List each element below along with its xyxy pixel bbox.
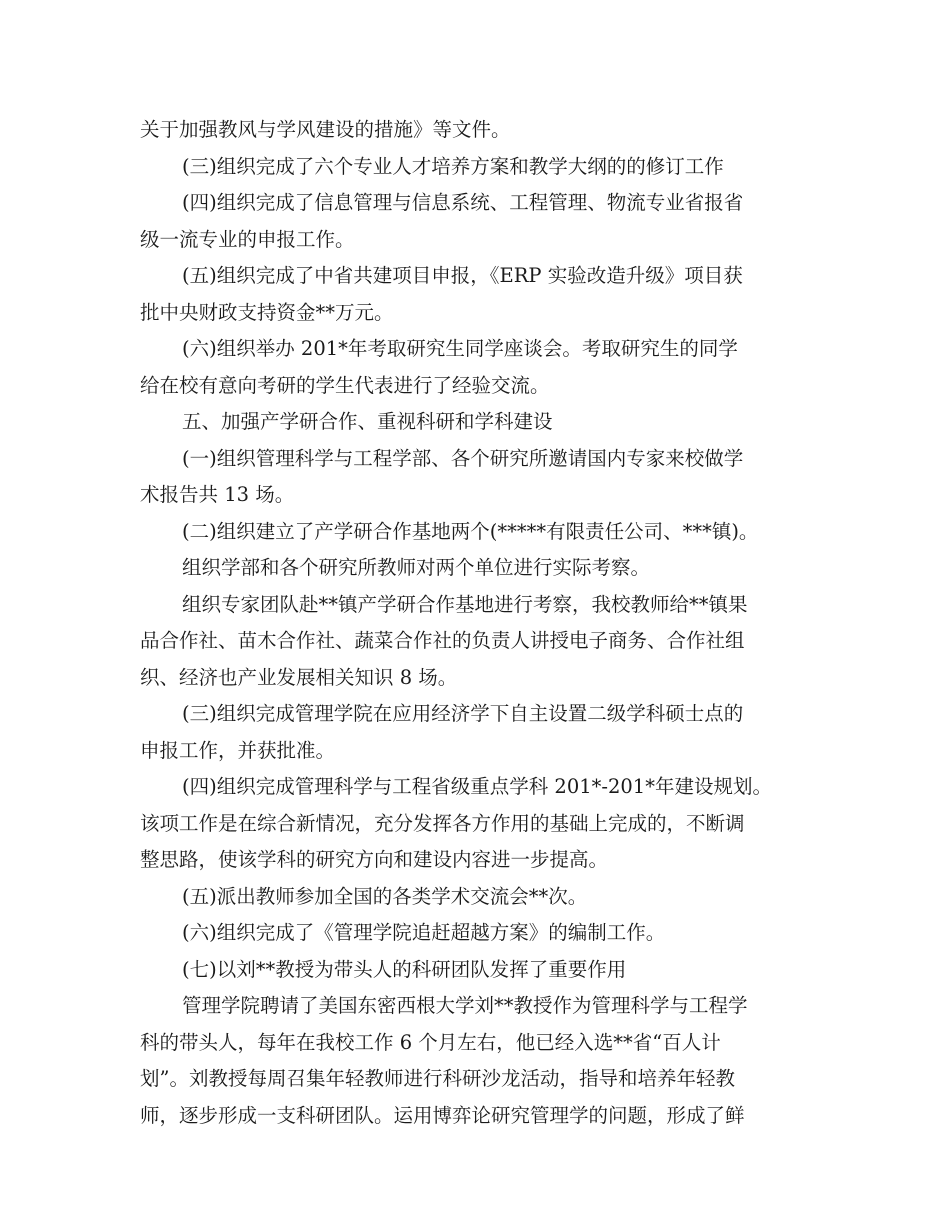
text-line: 术报告共 13 场。	[140, 483, 295, 506]
document-body	[140, 112, 820, 1134]
text-line: 批中央财政支持资金**万元。	[140, 300, 394, 324]
text-line: (五)派出教师参加全国的各类学术交流会**次。	[182, 884, 588, 908]
text-line: (四)组织完成了信息管理与信息系统、工程管理、物流专业省报省	[182, 191, 744, 214]
text-line: 组织专家团队赴**镇产学研合作基地进行考察，我校教师给**镇果	[182, 592, 748, 616]
text-line: (二)组织建立了产学研合作基地两个(*****有限责任公司、***镇)。	[182, 519, 759, 543]
text-line: 品合作社、苗木合作社、蔬菜合作社的负责人讲授电子商务、合作社组	[140, 629, 745, 652]
text-line: 给在校有意向考研的学生代表进行了经验交流。	[140, 373, 550, 397]
text-line: 织、经济也产业发展相关知识 8 场。	[140, 665, 458, 689]
text-line: 划”。刘教授每周召集年轻教师进行科研沙龙活动，指导和培养年轻教	[140, 1067, 735, 1090]
text-line: 级一流专业的申报工作。	[140, 227, 355, 251]
text-line: 关于加强教风与学风建设的措施》等文件。	[140, 118, 511, 141]
text-line: (四)组织完成管理科学与工程省级重点学科 201*-201*年建设规划。	[182, 775, 772, 798]
text-line: (一)组织管理科学与工程学部、各个研究所邀请国内专家来校做学	[182, 446, 744, 470]
text-line: (三)组织完成了六个专业人才培养方案和教学大纲的的修订工作	[182, 154, 724, 178]
text-line: 组织学部和各个研究所教师对两个单位进行实际考察。	[182, 556, 651, 579]
text-line: 整思路，使该学科的研究方向和建设内容进一步提高。	[140, 848, 609, 871]
text-line: 师，逐步形成一支科研团队。运用博弈论研究管理学的问题，形成了鲜	[140, 1103, 745, 1127]
text-line: (五)组织完成了中省共建项目申报，《ERP 实验改造升级》项目获	[182, 264, 743, 287]
text-line: (七)以刘**教授为带头人的科研团队发挥了重要作用	[182, 957, 627, 981]
text-line: 申报工作，并获批准。	[140, 738, 336, 762]
text-line: (六)组织举办 201*年考取研究生同学座谈会。考取研究生的同学	[182, 337, 738, 360]
text-line: 管理学院聘请了美国东密西根大学刘**教授作为管理科学与工程学	[182, 994, 748, 1017]
text-line: (六)组织完成了《管理学院追赶超越方案》的编制工作。	[182, 921, 666, 944]
text-line: 五、加强产学研合作、重视科研和学科建设	[182, 410, 553, 433]
text-line: (三)组织完成管理学院在应用经济学下自主设置二级学科硕士点的	[182, 702, 744, 725]
text-line: 该项工作是在综合新情况，充分发挥各方作用的基础上完成的，不断调	[140, 811, 745, 835]
text-line: 科的带头人，每年在我校工作 6 个月左右，他已经入选**省“百人计	[140, 1030, 721, 1054]
